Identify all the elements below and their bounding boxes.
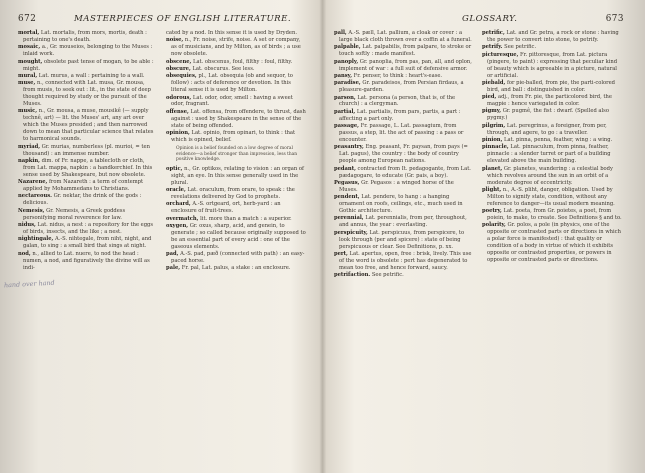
- entry-headword: obsequies,: [166, 73, 197, 80]
- entry-headword: pinnacle,: [482, 144, 509, 151]
- entry-definition: Lat. persona (a person, that is, of the church) : a clergyman.: [339, 94, 456, 108]
- glossary-entry: [334, 251, 474, 272]
- entry-headword: petrific,: [482, 30, 505, 36]
- entry-headword: odorous,: [166, 94, 192, 101]
- entry-definition: See petrific.: [504, 44, 537, 51]
- entry-definition: A.-S. nihtegale, from niht, night, and galan, to sing : a small bird that sings at night.: [23, 236, 152, 250]
- glossary-entry: [18, 108, 158, 143]
- entry-headword: perennial,: [334, 215, 364, 222]
- glossary-entry: [18, 236, 158, 250]
- left-page-number: 672: [18, 14, 37, 24]
- entry-definition: A.-S. pæll, Lat. pallium, a cloak or cover : a large black cloth thrown over a coffin at a funeral.: [339, 30, 472, 43]
- glossary-entry: [18, 193, 158, 207]
- left-page: [3, 14, 306, 466]
- entry-definition: for pie-balled, from pie, the parti-colored bird, and ball : distinguished in color.: [487, 79, 616, 93]
- entry-headword: petrify.: [482, 44, 503, 51]
- entry-definition: Gr. pugmê, the fist : dwarf. (Spelled also pygmy.): [487, 108, 609, 122]
- entry-headword: mural,: [18, 72, 38, 79]
- glossary-entry: [166, 187, 306, 201]
- entry-definition: Fr. penser, to think : heart's-ease.: [353, 72, 443, 79]
- entry-headword: pale,: [166, 265, 181, 272]
- entry-headword: panoply,: [334, 58, 359, 65]
- entry-definition: Lat. perennialis, from per, throughout, and annus, the year : everlasting.: [339, 215, 467, 229]
- entry-definition: from Nazareth : a term of contempt applied by Mohammedans to Christians.: [23, 179, 144, 193]
- left-columns: [18, 30, 306, 273]
- entry-definition: Gr. Pegasos : a winged horse of the Muses.: [339, 179, 454, 193]
- glossary-entry: [18, 179, 158, 193]
- entry-headword: polarity,: [482, 222, 506, 229]
- right-columns: [334, 30, 624, 280]
- glossary-entry: [18, 222, 158, 236]
- right-column-1: [334, 30, 474, 280]
- glossary-entry: [18, 208, 158, 222]
- entry-headword: partial,: [334, 108, 356, 115]
- glossary-entry: [166, 95, 306, 109]
- glossary-entry: [166, 265, 306, 272]
- entry-definition: n., allied to Lat. nuere, to nod the head : numen, a nod, and figuratively the divine will as indi-: [23, 250, 150, 271]
- entry-headword: Pegasus,: [334, 179, 360, 186]
- entry-headword: music,: [18, 108, 38, 115]
- entry-headword: opinion,: [166, 130, 190, 137]
- right-page-number: 673: [605, 14, 624, 24]
- glossary-entry: [166, 130, 306, 144]
- glossary-entry: [166, 166, 306, 187]
- entry-definition: Gr. oxus, sharp, acid, and genein, to generate ; so called because originally supposed to be an essential part of every acid : one of the gaseous elements.: [171, 222, 306, 250]
- entry-definition: Lat. oraculum, from orare, to speak : the revelations delivered by God to prophets.: [171, 187, 295, 200]
- entry-headword: pad,: [166, 251, 179, 258]
- entry-headword: oracle,: [166, 187, 186, 194]
- entry-headword: pied,: [482, 94, 497, 101]
- glossary-entry: [334, 166, 474, 180]
- entry-headword: obscene,: [166, 58, 192, 65]
- entry-headword: pall,: [334, 30, 347, 36]
- entry-headword: overmatch,: [166, 215, 199, 222]
- entry-definition: Lat. peregrinus, a foreigner, from per, through, and agere, to go : a traveller.: [487, 122, 607, 136]
- entry-headword: peasantry,: [334, 144, 364, 151]
- entry-headword: nightingale,: [18, 236, 54, 243]
- glossary-entry: [334, 180, 474, 194]
- glossary-entry: [334, 44, 474, 58]
- entry-headword: mought,: [18, 58, 43, 65]
- glossary-entry: [482, 166, 622, 187]
- entry-definition: Lat. pinnaculum, from pinna, feather, pinnacle : a slender turret or part of a building elevated above the main building.: [487, 144, 611, 165]
- entry-definition: Fr. pal, Lat. palus, a stake : an enclosure.: [181, 265, 291, 272]
- left-column-2: [166, 30, 306, 273]
- entry-headword: planet,: [482, 165, 503, 172]
- entry-headword: nod,: [18, 250, 31, 257]
- glossary-entry: [166, 73, 306, 94]
- entry-definition: Lat. obscenus, foul, filthy : foul, filthy.: [193, 58, 293, 65]
- glossary-entry: [18, 73, 158, 80]
- glossary-entry: [334, 95, 474, 109]
- glossary-entry: [482, 222, 622, 264]
- entry-headword: Nemesis,: [18, 207, 45, 214]
- entry-definition: Gr. panoplia, from pas, pan, all, and oplon, implement of war : a full suit of defensive armor.: [339, 58, 472, 72]
- entry-definition: Lat. partialis, from pars, partis, a part : affecting a part only.: [339, 108, 461, 122]
- entry-headword: oxygen,: [166, 222, 189, 229]
- entry-definition: A.-S. ortgeard, ort, herb-yard : an enclosure of fruit-trees.: [171, 201, 281, 215]
- entry-definition: n., Gr. optikos, relating to vision : an organ of sight, an eye. In this sense generally used in the plural.: [171, 165, 304, 186]
- entry-definition: Lat. offensa, from offendere, to thrust, dash against : used by Shakespeare in the sense of the state of being offended.: [171, 108, 306, 129]
- entry-headword: pendent,: [334, 194, 360, 201]
- entry-definition: adj., from Fr. pie, the particolored bird, the magpie : hence variegated in color.: [487, 94, 612, 108]
- entry-definition: Lat. and Gr. petra, a rock or stone : having the power to convert into stone, to petrify.: [487, 30, 619, 43]
- entry-definition: Lat. perspicuus, from perspicere, to look through (per and spicere) : state of being perspicuous or clear. See Definitions, p. xx.: [339, 229, 465, 250]
- glossary-entry: [18, 144, 158, 158]
- entry-definition: n., connected with Lat. musa, Gr. mousa, from musis, to seek out : lit., in the state of deep thought required by study or the pursuit of the Muses.: [23, 80, 151, 108]
- entry-headword: noise,: [166, 37, 184, 44]
- entry-headword: myriad,: [18, 143, 41, 150]
- entry-definition: n., Fr. noise, strife, noise. A set or company, as of musicians, and by Milton, as of birds ; a use now obsolete.: [171, 37, 301, 58]
- entry-definition: Lat. apertus, open, free : brisk, lively. This use of the word is obsolete : pert has degenerated to mean too free, and hence forward, saucy.: [339, 251, 472, 271]
- entry-headword: pigmy,: [482, 108, 502, 115]
- left-running-title: MASTERPIECES OF ENGLISH LITERATURE.: [74, 14, 292, 24]
- entry-definition: dim. of Fr. nappe, a tablecloth or cloth, from Lat. mappa, napkin : a handkerchief. In this sense used by Shakespeare, but now obsolete.: [23, 157, 153, 178]
- entry-definition: Gr. nektar, the drink of the gods : delicious.: [23, 193, 142, 207]
- entry-definition: Lat. murus, a wall : pertaining to a wall.: [38, 72, 145, 79]
- entry-headword: poetry,: [482, 208, 502, 215]
- entry-definition: Gr. murias, numberless (pl. murioi, = ten thousand) : an immense number.: [23, 143, 150, 157]
- entry-definition: Lat. odor, odor, smell : having a sweet odor, fragrant.: [171, 94, 293, 108]
- entry-headword: petrifaction.: [334, 272, 371, 279]
- glossary-entry: [334, 59, 474, 73]
- entry-headword: picturesque,: [482, 51, 519, 58]
- entry-headword: obscure,: [166, 65, 191, 72]
- entry-headword: pert,: [334, 251, 348, 258]
- entry-definition: A.-S. pad, pæð (connected with path) : an easy-paced horse.: [171, 251, 305, 265]
- glossary-entry: [482, 30, 622, 44]
- entry-definition: Lat. mortalis, from mors, mortis, death : pertaining to one's death.: [23, 30, 147, 43]
- entry-headword: palpable,: [334, 44, 361, 51]
- glossary-entry: [18, 80, 158, 108]
- entry-headword: offense,: [166, 108, 189, 115]
- glossary-entry: [334, 109, 474, 123]
- glossary-entry: [482, 44, 622, 51]
- glossary-entry: [18, 30, 158, 44]
- entry-definition: Lat. pinna, penna, feather, wing : a wing.: [504, 137, 613, 144]
- entry-headword: nidus,: [18, 222, 36, 229]
- entry-headword: pedant,: [334, 165, 356, 172]
- entry-definition: Lat. poeta, from Gr. poietes, a poet, from poiein, to make, to create. See Definitions § and to.: [487, 208, 622, 222]
- glossary-entry: [482, 144, 622, 165]
- entry-headword: pinion,: [482, 137, 503, 144]
- glossary-entry: [334, 272, 474, 279]
- entry-definition: obsolete past tense of mogan, to be able : might.: [23, 58, 154, 72]
- entry-headword: pilgrim,: [482, 122, 506, 129]
- entry-definition: Lat. opinio, from opinari, to think : that which is opined, belief.: [171, 130, 296, 144]
- glossary-entry: [334, 230, 474, 251]
- entry-headword: napkin,: [18, 157, 40, 164]
- entry-headword: parson,: [334, 94, 356, 101]
- entry-definition: Lat. nidus, a nest : a repository for the eggs of birds, insects, and the like ; a nest.: [23, 222, 154, 235]
- entry-definition: cated by a nod. In this sense it is used by Dryden.: [166, 30, 297, 36]
- glossary-entry: [334, 123, 474, 144]
- entry-definition: Gr. polos, a pole (in physics, one of the opposite or contrasted parts or directions in which a polar force is manifested) : that quality or condition of a body in virtue of which it exhibits opposite or contrasted properties, or powers in opposite or contrasted parts or directions.: [487, 222, 621, 264]
- handwritten-margin-note: hand over hand: [3, 278, 55, 290]
- glossary-entry: [334, 215, 474, 229]
- glossary-entry: [482, 137, 622, 144]
- glossary-entry: [482, 108, 622, 122]
- glossary-entry: [18, 59, 158, 73]
- entry-headword: pansy,: [334, 72, 353, 79]
- glossary-entry: [482, 80, 622, 94]
- glossary-entry: [482, 52, 622, 80]
- entry-headword: muse,: [18, 80, 36, 87]
- glossary-entry: [482, 187, 622, 208]
- entry-definition: Fr. pittoresque, from Lat. pictura (pingere, to paint) : expressing that peculiar kind of beauty which is agreeable in a picture, natural or artificial.: [487, 51, 618, 79]
- glossary-entry: [334, 30, 474, 44]
- entry-definition: pl., Lat. obsequia (ob and sequor, to follow) : acts of deference or devotion. In this literal sense it is used by Milton.: [171, 73, 293, 94]
- entry-headword: paradise,: [334, 80, 361, 87]
- entry-definition: Gr. planetes, wandering : a celestial body which revolves around the sun in an orbit of a moderate degree of eccentricity.: [487, 165, 613, 186]
- glossary-entry: [166, 201, 306, 215]
- glossary-entry: [334, 80, 474, 94]
- glossary-entry: [166, 251, 306, 265]
- entry-headword: perspicuity,: [334, 229, 368, 236]
- glossary-entry: [18, 251, 158, 272]
- glossary-entry: [482, 208, 622, 222]
- entry-headword: plight,: [482, 186, 502, 193]
- entry-definition: See petrific.: [371, 272, 404, 279]
- entry-definition: Eng. peasant, Fr. paysan, from pays (= Lat. pagus), the country : the body of country people among European nations.: [339, 144, 468, 165]
- entry-headword: mosaic,: [18, 44, 41, 51]
- left-page-header: [18, 14, 306, 30]
- glossary-entry: [18, 44, 158, 58]
- entry-definition: lit. more than a match : a superior.: [200, 215, 292, 222]
- glossary-entry: [166, 37, 306, 58]
- entry-headword: nectareous.: [18, 193, 52, 200]
- glossary-entry: [166, 109, 306, 130]
- entry-headword: optic,: [166, 165, 183, 172]
- entry-definition: Gr. paradeisos, from Persian firdaus, a pleasure-garden.: [339, 80, 464, 94]
- entry-definition: n., Gr. mousa, a muse, mousikê (— supply technê, art) — lit. the Muses' art, any art over which the Muses presided ; and then narrowed down to mean that particular science that relates to harmonical sounds.: [23, 108, 154, 143]
- entry-headword: orchard,: [166, 201, 191, 208]
- entry-definition: Gr. Nemesis, a Greek goddess personifying moral reverence for law.: [23, 207, 126, 221]
- glossary-entry: [482, 94, 622, 108]
- right-page-header: [334, 14, 624, 30]
- entry-headword: passage,: [334, 123, 359, 130]
- entry-headword: piebald,: [482, 79, 506, 86]
- right-column-2: [482, 30, 622, 280]
- entry-definition: Lat. pendere, to hang : a hanging ornament on roofs, ceilings, etc., much used in Gothic architecture.: [339, 194, 463, 215]
- entry-definition: Lat. palpabilis, from palpare, to stroke or touch softly : made manifest.: [339, 44, 472, 58]
- glossary-entry: [334, 194, 474, 215]
- right-running-title: GLOSSARY.: [462, 14, 518, 24]
- entry-definition: Fr. passage, L. Lat. passagium, from passus, a step, lit. the act of passing : a pass or encounter.: [339, 123, 464, 144]
- entry-headword: Nazarene,: [18, 179, 48, 186]
- entry-definition: n., A.-S. pliht, danger, obligation. Used by Milton to signify state, condition, without any reference to danger—its usual modern meaning.: [487, 186, 615, 207]
- entry-definition: Lat. obscurus. See less.: [192, 65, 255, 72]
- right-page: [334, 14, 624, 466]
- entry-definition: contracted from It. pedagogante, from Lat. pædagogare, to educate (Gr. pais, a boy).: [339, 165, 471, 179]
- entry-headword: mortal,: [18, 30, 40, 36]
- glossary-entry: [166, 66, 306, 73]
- glossary-entry: [166, 59, 306, 66]
- entry-definition: a., Gr. mouseios, belonging to the Muses : inlaid work.: [23, 44, 153, 58]
- glossary-entry: [166, 30, 306, 37]
- left-column-1: [18, 30, 158, 273]
- glossary-entry: [482, 123, 622, 137]
- glossary-entry: [18, 158, 158, 179]
- entry-note: Opinion is a belief founded on a low degree of moral evidence—a belief stronger than impression, less than positive knowledge.: [176, 145, 298, 163]
- glossary-entry: [334, 73, 474, 80]
- glossary-entry: [166, 223, 306, 251]
- glossary-entry: [334, 144, 474, 165]
- glossary-entry: [166, 216, 306, 223]
